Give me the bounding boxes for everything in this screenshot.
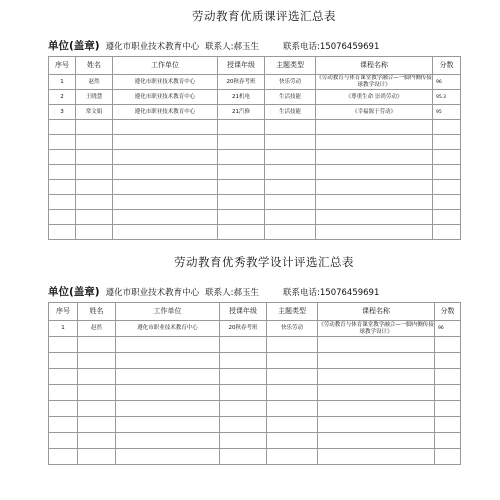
empty-cell [265,225,316,240]
empty-table-row [49,449,461,465]
sheet-info-line [48,284,460,300]
empty-cell [265,135,316,150]
header-grade: 授课年级 [218,57,265,75]
summary-table [48,302,461,465]
empty-cell [318,449,435,465]
cell-no: 2 [49,90,76,105]
cell-unit: 遵化市职业技术教育中心 [113,105,218,120]
cell-unit: 遵化市职业技术教育中心 [113,75,218,90]
contact-label: 联系人: [205,42,234,52]
empty-cell [49,225,76,240]
header-unit: 工作单位 [113,57,218,75]
phone-number: 15076459691 [319,288,380,298]
cell-course: 《劳动教育与体育课堂教学融合—一脚内侧传接球教学设计》 [318,321,434,335]
empty-cell [76,195,113,210]
cell-name: 王晓慧 [76,90,113,105]
table-row [49,90,461,105]
cell-grade: 21汽修 [218,105,265,120]
empty-cell [218,180,265,195]
phone-label: 联系电话: [283,42,320,52]
contact-name: 郝玉生 [233,42,260,52]
empty-cell [76,165,113,180]
empty-cell [220,417,267,433]
empty-cell [78,353,116,369]
empty-cell [433,150,461,165]
empty-cell [220,337,267,353]
contact-label: 联系人: [205,288,234,298]
empty-cell [76,180,113,195]
empty-cell [113,165,218,180]
empty-table-row [49,195,461,210]
empty-cell [220,353,267,369]
header-score: 分数 [435,303,461,321]
header-no: 序号 [49,303,78,321]
cell-name: 常文娟 [76,105,113,120]
cell-type: 生活技能 [265,90,316,105]
empty-cell [49,150,76,165]
empty-cell [49,120,76,135]
excellent-design-summary-sheet [48,252,460,465]
empty-cell [78,385,116,401]
empty-cell [113,150,218,165]
unit-name: 遵化市职业技术教育中心 [105,42,200,52]
header-type: 主题类型 [267,303,318,321]
empty-table-row [49,180,461,195]
empty-cell [265,150,316,165]
empty-cell [318,337,435,353]
sheet-info-line [48,38,460,54]
cell-no: 1 [49,321,78,337]
sheet-title: 劳动教育优秀教学设计评选汇总表 [174,255,354,269]
empty-cell [267,449,318,465]
empty-cell [49,385,78,401]
empty-table-row [49,337,461,353]
empty-cell [76,225,113,240]
empty-cell [116,385,220,401]
empty-cell [49,449,78,465]
empty-cell [218,210,265,225]
empty-cell [316,225,433,240]
empty-cell [316,180,433,195]
empty-cell [267,369,318,385]
empty-cell [316,150,433,165]
empty-cell [49,337,78,353]
cell-grade: 20秋春考班 [220,321,267,337]
empty-cell [76,135,113,150]
empty-cell [435,385,461,401]
empty-cell [435,369,461,385]
empty-cell [113,120,218,135]
empty-cell [265,195,316,210]
empty-cell [433,210,461,225]
header-score: 分数 [433,57,461,75]
empty-cell [78,401,116,417]
empty-cell [49,165,76,180]
empty-cell [49,369,78,385]
contact-name: 郝玉生 [233,288,260,298]
empty-cell [49,353,78,369]
table-row [49,105,461,120]
empty-cell [435,417,461,433]
unit-name: 遵化市职业技术教育中心 [105,288,200,298]
cell-no: 1 [49,75,76,90]
empty-cell [316,120,433,135]
unit-label: 单位(盖章) [48,286,100,298]
cell-score: 96 [433,75,461,90]
header-grade: 授课年级 [220,303,267,321]
empty-table-row [49,150,461,165]
empty-cell [78,433,116,449]
empty-cell [49,135,76,150]
empty-cell [267,433,318,449]
empty-cell [435,353,461,369]
empty-cell [116,401,220,417]
cell-grade: 21机电 [218,90,265,105]
empty-cell [116,369,220,385]
table-header-row [49,57,461,75]
empty-cell [113,195,218,210]
empty-cell [318,385,435,401]
empty-cell [218,120,265,135]
empty-cell [113,210,218,225]
empty-cell [265,180,316,195]
empty-cell [49,180,76,195]
empty-cell [220,401,267,417]
unit-label: 单位(盖章) [48,40,100,52]
empty-cell [267,385,318,401]
cell-course: 《尊重生命 崇尚劳动》 [316,90,433,105]
cell-type: 生活技能 [265,105,316,120]
header-name: 姓名 [78,303,116,321]
empty-cell [116,353,220,369]
empty-cell [433,225,461,240]
empty-cell [265,120,316,135]
empty-cell [220,369,267,385]
empty-cell [220,433,267,449]
header-course: 课程名称 [318,303,435,321]
empty-cell [76,210,113,225]
empty-cell [218,195,265,210]
cell-name: 赵然 [78,321,116,337]
empty-cell [220,449,267,465]
cell-no: 3 [49,105,76,120]
empty-cell [433,120,461,135]
sheet-title: 劳动教育优质课评选汇总表 [192,9,336,23]
empty-cell [78,337,116,353]
empty-table-row [49,401,461,417]
cell-type: 快乐劳动 [265,75,316,90]
cell-unit: 遵化市职业技术教育中心 [116,321,220,337]
empty-table-row [49,353,461,369]
cell-course: 《劳动教育与体育课堂教学融合—一脚内侧传接球教学设计》 [316,75,432,88]
cell-score: 95.3 [433,90,461,105]
empty-cell [49,195,76,210]
cell-course: 《幸福源于劳动》 [316,105,433,120]
empty-table-row [49,225,461,240]
empty-cell [76,120,113,135]
cell-grade: 20秋春考班 [218,75,265,90]
cell-score: 96 [435,321,461,337]
empty-table-row [49,165,461,180]
header-unit: 工作单位 [116,303,220,321]
empty-cell [116,449,220,465]
empty-cell [318,401,435,417]
empty-cell [435,449,461,465]
empty-cell [116,337,220,353]
empty-cell [220,385,267,401]
empty-cell [316,195,433,210]
table-row [49,321,461,337]
empty-cell [49,433,78,449]
header-name: 姓名 [76,57,113,75]
phone-number: 15076459691 [319,42,380,52]
empty-cell [316,135,433,150]
empty-cell [267,337,318,353]
empty-cell [218,165,265,180]
empty-cell [49,210,76,225]
empty-cell [267,401,318,417]
empty-table-row [49,210,461,225]
empty-cell [113,225,218,240]
empty-cell [265,165,316,180]
empty-cell [318,369,435,385]
empty-cell [433,180,461,195]
header-type: 主题类型 [265,57,316,75]
header-no: 序号 [49,57,76,75]
empty-cell [265,210,316,225]
cell-type: 快乐劳动 [267,321,318,337]
empty-cell [318,417,435,433]
empty-cell [49,401,78,417]
empty-table-row [49,120,461,135]
table-row [49,75,461,90]
empty-cell [267,353,318,369]
empty-table-row [49,417,461,433]
cell-name: 赵然 [76,75,113,90]
empty-cell [49,417,78,433]
empty-cell [433,165,461,180]
empty-cell [435,337,461,353]
empty-cell [218,150,265,165]
empty-cell [78,369,116,385]
empty-cell [267,417,318,433]
empty-cell [116,433,220,449]
empty-cell [435,433,461,449]
phone-label: 联系电话: [283,288,320,298]
header-course: 课程名称 [316,57,433,75]
empty-cell [433,135,461,150]
empty-cell [318,353,435,369]
table-header-row [49,303,461,321]
empty-cell [435,401,461,417]
empty-table-row [49,385,461,401]
summary-table [48,56,461,240]
empty-cell [113,180,218,195]
empty-table-row [49,369,461,385]
empty-cell [316,210,433,225]
empty-cell [218,225,265,240]
empty-cell [316,165,433,180]
empty-cell [78,417,116,433]
empty-table-row [49,135,461,150]
empty-cell [318,433,435,449]
quality-lesson-summary-sheet [48,6,460,240]
empty-cell [76,150,113,165]
empty-cell [116,417,220,433]
empty-cell [218,135,265,150]
empty-cell [78,449,116,465]
empty-cell [433,195,461,210]
cell-unit: 遵化市职业技术教育中心 [113,90,218,105]
cell-score: 95 [433,105,461,120]
empty-cell [113,135,218,150]
empty-table-row [49,433,461,449]
